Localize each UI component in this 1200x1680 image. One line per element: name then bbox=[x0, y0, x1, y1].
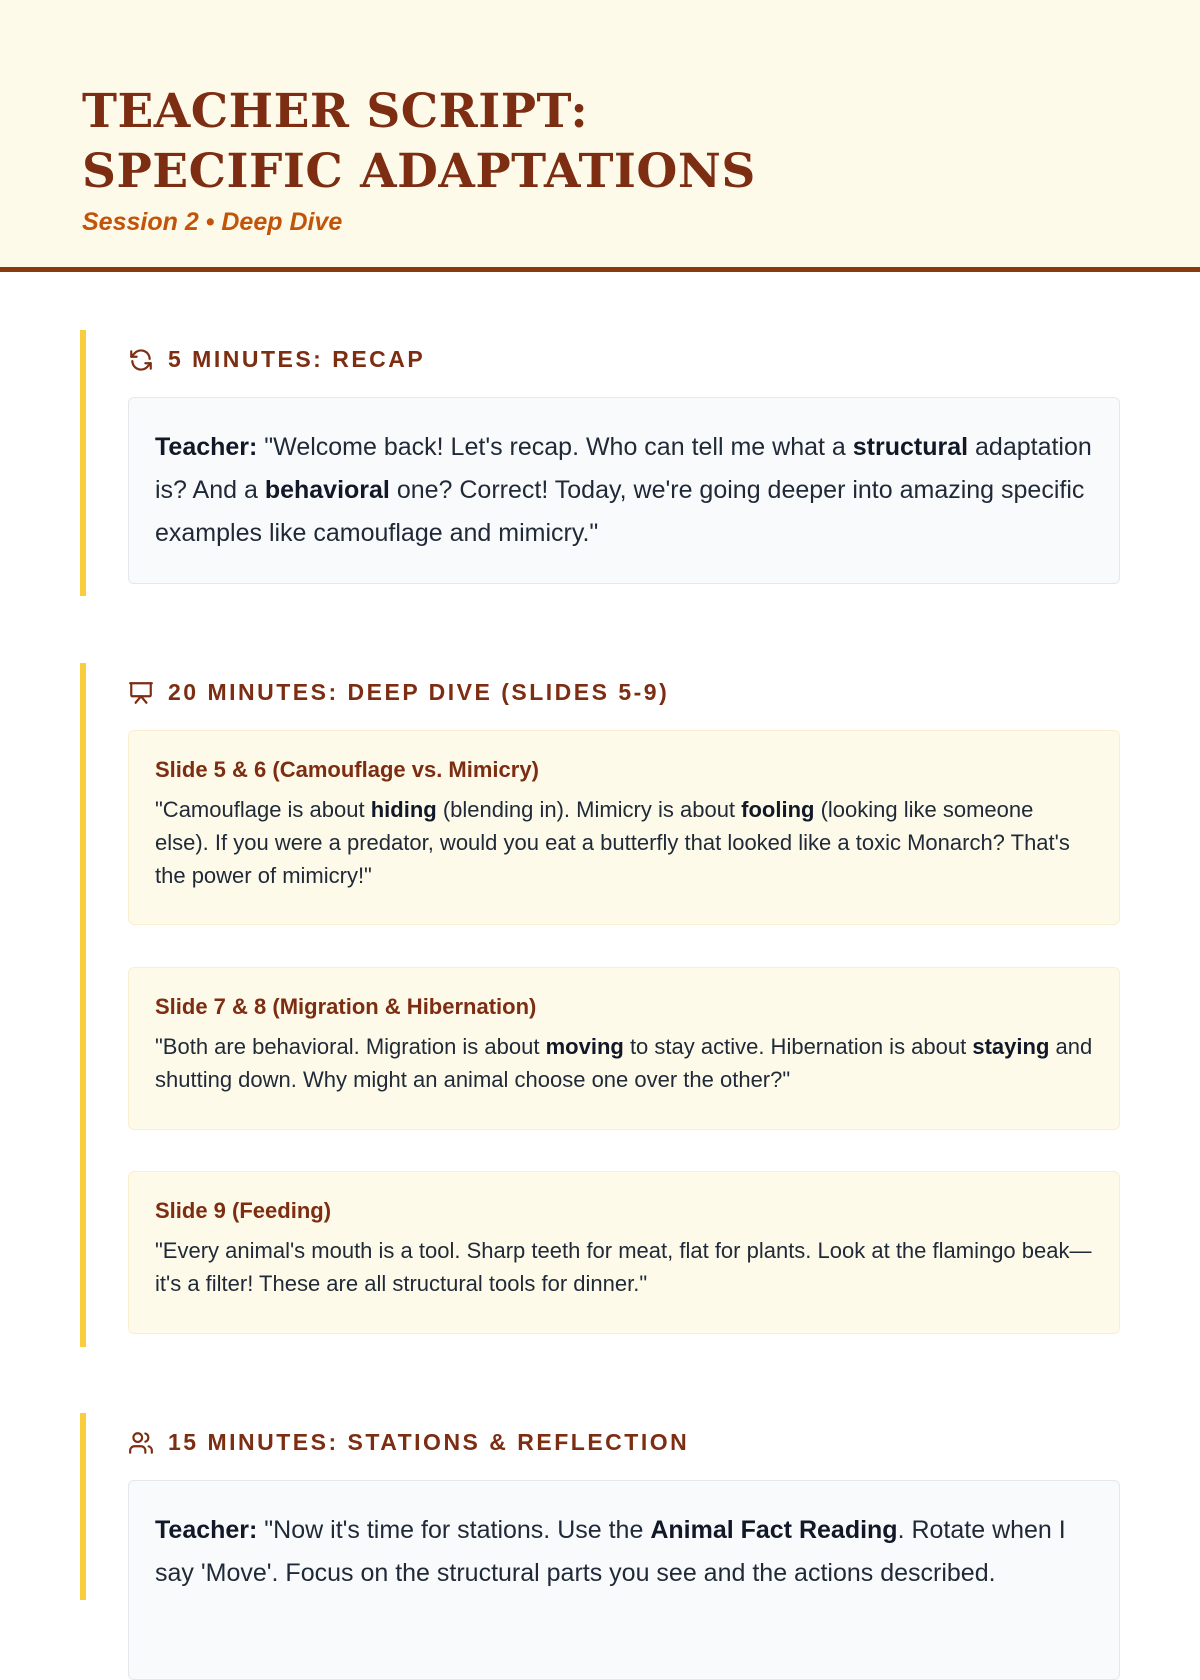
refresh-icon bbox=[128, 347, 154, 373]
page-header bbox=[0, 0, 1200, 272]
script-text: "Now it's time for stations. Use the bbox=[257, 1516, 651, 1544]
script-emphasis: structural bbox=[852, 433, 969, 461]
section-stations-header bbox=[128, 1429, 689, 1456]
slide-note-text: "Every animal's mouth is a tool. Sharp teeth for meat, flat for plants. Look at the flamingo beak—it's a filter! These are all structural tools for dinner." bbox=[155, 1238, 1092, 1296]
script-text: one? Correct! Today, we're going deeper into amazing specific examples like camouflage and mimicry." bbox=[155, 476, 1085, 547]
section-deep-dive-header bbox=[128, 679, 669, 706]
users-icon bbox=[128, 1430, 154, 1456]
section-deep-dive bbox=[80, 663, 1120, 1347]
slide-note-title: Slide 9 (Feeding) bbox=[155, 1198, 332, 1223]
slide-note-migration bbox=[128, 967, 1120, 1130]
script-text: adaptation is? And a bbox=[155, 433, 1092, 504]
script-emphasis: behavioral bbox=[264, 476, 390, 504]
page-subtitle: Session 2 • Deep Dive bbox=[82, 208, 343, 236]
section-recap-header bbox=[128, 346, 425, 373]
section-recap-title: 5 MINUTES: RECAP bbox=[168, 346, 426, 372]
section-recap bbox=[80, 330, 1120, 596]
section-stations bbox=[80, 1413, 1120, 1600]
page-title: TEACHER SCRIPT: SPECIFIC ADAPTATIONS bbox=[82, 84, 756, 199]
teacher-script-stations bbox=[128, 1480, 1120, 1680]
slide-note-camouflage bbox=[128, 730, 1120, 925]
slide-note-title: Slide 5 & 6 (Camouflage vs. Mimicry) bbox=[155, 757, 539, 782]
presentation-icon bbox=[128, 680, 154, 706]
section-stations-title: 15 MINUTES: STATIONS & REFLECTION bbox=[168, 1429, 690, 1455]
section-deep-dive-title: 20 MINUTES: DEEP DIVE (SLIDES 5-9) bbox=[168, 679, 670, 705]
teacher-script-recap bbox=[128, 397, 1120, 584]
slide-note-feeding bbox=[128, 1171, 1120, 1334]
speaker-label: Teacher: bbox=[155, 1516, 258, 1544]
script-text: "Welcome back! Let's recap. Who can tell me what a bbox=[257, 433, 853, 461]
script-text: . Rotate when I say 'Move'. Focus on the structural parts you see and the actions described. bbox=[155, 1516, 1066, 1587]
slide-note-text: "Camouflage is about hiding (blending in). Mimicry is about fooling (looking like someone else). If you were a predator, would you eat a butterfly that looked like a toxic Monarch? That's the power of mimicry!" bbox=[155, 797, 1070, 888]
speaker-label: Teacher: bbox=[155, 433, 258, 461]
slide-note-title: Slide 7 & 8 (Migration & Hibernation) bbox=[155, 994, 537, 1019]
script-emphasis: Animal Fact Reading bbox=[650, 1516, 898, 1544]
slide-note-text: "Both are behavioral. Migration is about moving to stay active. Hibernation is about staying and shutting down. Why might an animal choose one over the other?" bbox=[155, 1034, 1093, 1092]
